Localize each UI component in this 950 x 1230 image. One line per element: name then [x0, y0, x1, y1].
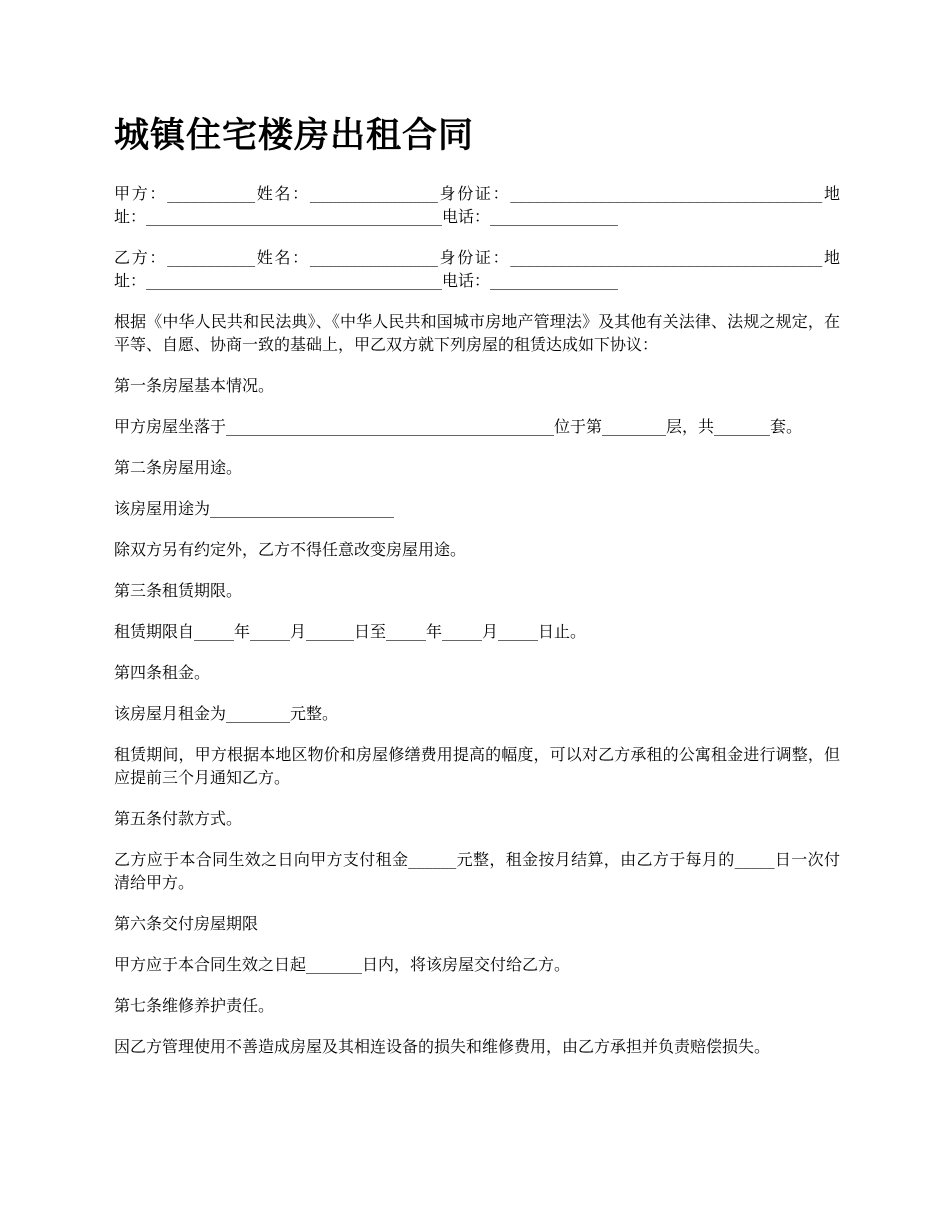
- article-4-text: 该房屋月租金为________元整。: [114, 704, 339, 723]
- document-page: [114, 112, 840, 1076]
- party-b-info: 乙方：___________姓名：________________身份证：_______________________________________地址：_____________________________________电话：________________: [114, 248, 840, 290]
- party-a-info: 甲方：___________姓名：________________身份证：_______________________________________地址：_____________________________________电话：________________: [114, 184, 840, 226]
- article-5-text: 乙方应于本合同生效之日向甲方支付租金______元整，租金按月结算，由乙方于每月的_____日一次付清给甲方。: [114, 850, 840, 892]
- article-2-heading: 第二条房屋用途。: [114, 458, 243, 477]
- document-title: 城镇住宅楼房出租合同: [114, 116, 475, 156]
- article-3-heading: 第三条租赁期限。: [114, 581, 243, 600]
- article-6-text: 甲方应于本合同生效之日起_______日内，将该房屋交付给乙方。: [114, 955, 571, 974]
- article-1-heading: 第一条房屋基本情况。: [114, 376, 275, 395]
- article-7-heading: 第七条维修养护责任。: [114, 996, 275, 1015]
- preamble: 根据《中华人民共和民法典》、《中华人民共和国城市房地产管理法》及其他有关法律、法规之规定，在平等、自愿、协商一致的基础上，甲乙双方就下列房屋的租赁达成如下协议：: [114, 312, 840, 354]
- article-4-heading: 第四条租金。: [114, 663, 211, 682]
- article-6-heading: 第六条交付房屋期限: [114, 914, 259, 933]
- article-3-text: 租赁期限自_____年_____月______日至_____年_____月_____日止。: [114, 622, 587, 641]
- article-5-heading: 第五条付款方式。: [114, 809, 243, 828]
- article-2-text: 该房屋用途为_______________________: [114, 499, 395, 518]
- article-1-text: 甲方房屋坐落于_________________________________________位于第________层，共_______套。: [114, 417, 803, 436]
- article-7-text: 因乙方管理使用不善造成房屋及其相连设备的损失和维修费用，由乙方承担并负责赔偿损失。: [114, 1037, 771, 1056]
- article-2-note: 除双方另有约定外，乙方不得任意改变房屋用途。: [114, 540, 467, 559]
- article-4-note: 租赁期间，甲方根据本地区物价和房屋修缮费用提高的幅度，可以对乙方承租的公寓租金进行调整，但应提前三个月通知乙方。: [114, 745, 840, 787]
